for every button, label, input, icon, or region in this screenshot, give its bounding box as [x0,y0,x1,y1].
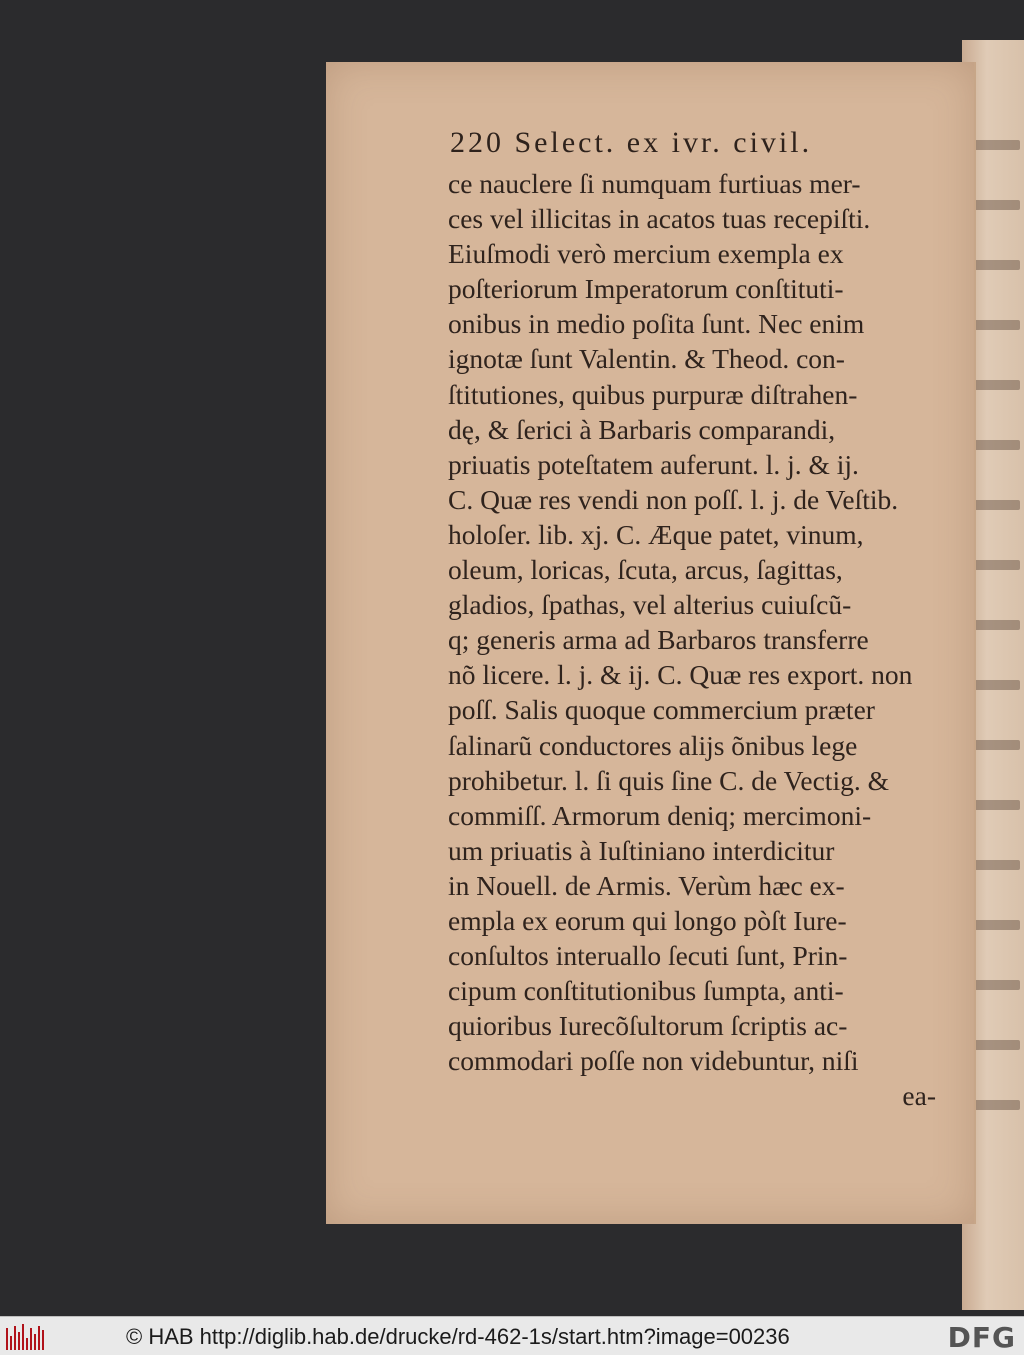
running-header: 220 Select. ex ivr. civil. [450,126,813,159]
footer-bar [0,1316,1024,1355]
text-line: Eiuſmodi verò mercium exempla ex [448,238,844,270]
text-line: prohibetur. l. ſi quis ſine C. de Vectig. & [448,764,889,796]
text-line: cipum conſtitutionibus ſumpta, anti- [448,975,844,1007]
text-line: in Nouell. de Armis. Verùm hæc ex- [448,869,845,901]
text-line: ignotæ ſunt Valentin. & Theod. con- [448,343,845,375]
text-line: um priuatis à Iuſtiniano interdicitur [448,834,835,866]
text-line: nõ licere. l. j. & ij. C. Quæ res export. non [448,659,913,691]
text-line: commiſſ. Armorum deniq; mercimoni- [448,799,872,831]
text-line: empla ex eorum qui longo pòſt Iure- [448,904,847,936]
dfg-logo: DFG [947,1321,1016,1354]
text-line: quioribus Iurecõſultorum ſcriptis ac- [448,1010,848,1042]
text-line: q; generis arma ad Barbaros transferre [448,624,869,656]
text-line: C. Quæ res vendi non poſſ. l. j. de Veſtib. [448,483,899,515]
text-line: conſultos interuallo ſecuti ſunt, Prin- [448,940,848,972]
text-line: gladios, ſpathas, vel alterius cuiuſcũ- [448,589,852,621]
text-line: ſtitutiones, quibus purpuræ diſtrahen- [448,378,858,410]
text-line: onibus in medio poſita ſunt. Nec enim [448,308,865,340]
text-line: ces vel illicitas in acatos tuas recepiſti. [448,203,871,235]
text-line: dę, & ſerici à Barbaris comparandi, [448,413,836,445]
text-line: poſſ. Salis quoque commercium præter [448,694,875,726]
text-line: commodari poſſe non videbuntur, niſi [448,1045,859,1077]
copyright-link[interactable]: © HAB http://diglib.hab.de/drucke/rd-462-1s/start.htm?image=00236 [126,1324,790,1349]
text-line: ce nauclere ſi numquam furtiuas mer- [448,168,861,199]
barcode-icon [6,1324,46,1350]
catchword: ea- [902,1080,936,1112]
text-line: poſteriorum Imperatorum conſtituti- [448,273,844,305]
text-line: oleum, loricas, ſcuta, arcus, ſagittas, [448,554,843,586]
text-line: priuatis poteſtatem auferunt. l. j. & ij. [448,448,859,480]
text-line: ſalinarũ conductores alijs õnibus lege [448,729,858,761]
text-line: holoſer. lib. xj. C. Æque patet, vinum, [448,518,864,550]
page-body-text [448,166,948,1114]
